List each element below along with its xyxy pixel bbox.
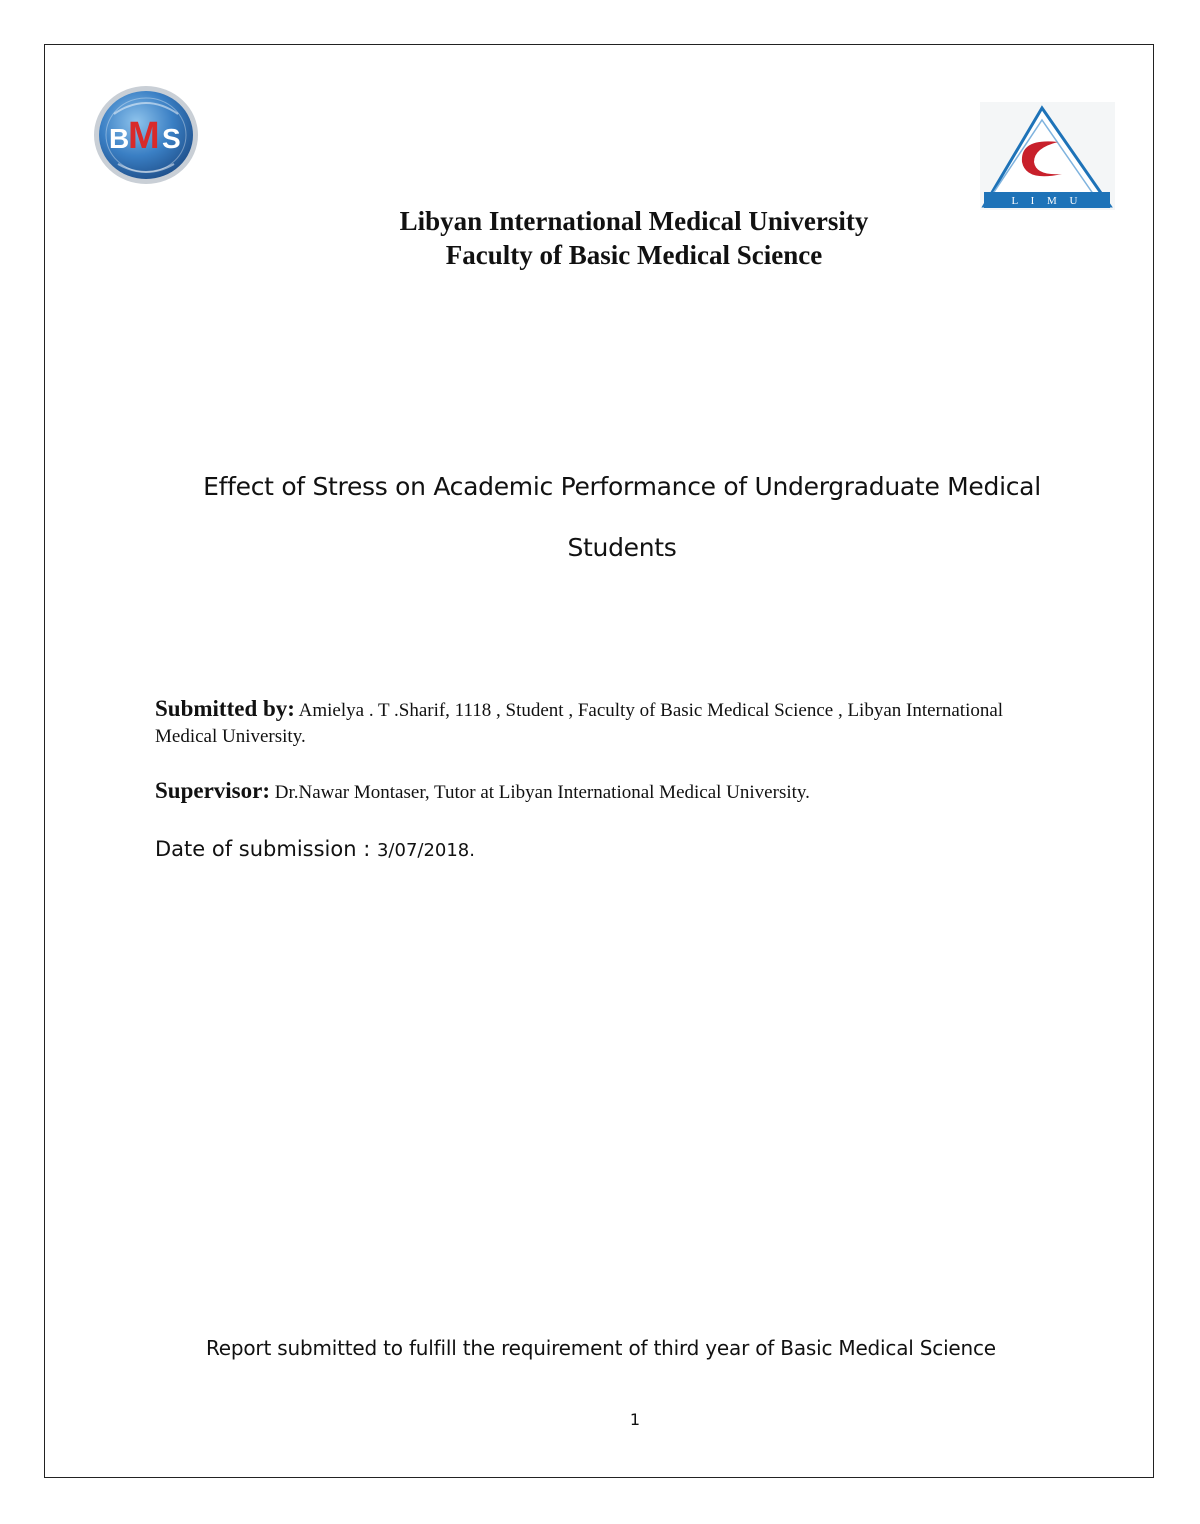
page-number: 1: [629, 1410, 641, 1429]
report-requirement-note: Report submitted to fulfill the requirement of third year of Basic Medical Science: [206, 1336, 996, 1360]
faculty-name: Faculty of Basic Medical Science: [445, 240, 823, 270]
bms-logo: [92, 84, 200, 186]
submitted-by-value: Amielya . T .Sharif, 1118 , Student , Faculty of Basic Medical Science , Libyan International Medical University.: [155, 700, 1004, 747]
svg-text:M: M: [128, 115, 160, 157]
submitted-by: [155, 696, 1055, 750]
university-name: Libyan International Medical University: [399, 206, 869, 236]
submission-date-value: 3/07/2018.: [376, 840, 475, 861]
supervisor: [155, 778, 1055, 806]
report-title: [150, 456, 1094, 578]
svg-text:B: B: [109, 123, 130, 154]
supervisor-value: Dr.Nawar Montaser, Tutor at Libyan International Medical University.: [274, 782, 810, 803]
submission-date-label: Date of submission :: [155, 837, 371, 861]
submission-date: [155, 836, 1055, 864]
university-header: [0, 204, 1200, 272]
svg-text:S: S: [162, 123, 181, 154]
supervisor-label: Supervisor:: [155, 778, 270, 803]
svg-text:L I M U: L I M U: [1011, 195, 1083, 207]
submitted-by-label: Submitted by:: [155, 696, 295, 721]
limu-logo: [980, 102, 1115, 210]
report-title-line1: Effect of Stress on Academic Performance of Undergraduate Medical: [203, 472, 1041, 501]
report-title-line2: Students: [567, 533, 677, 562]
